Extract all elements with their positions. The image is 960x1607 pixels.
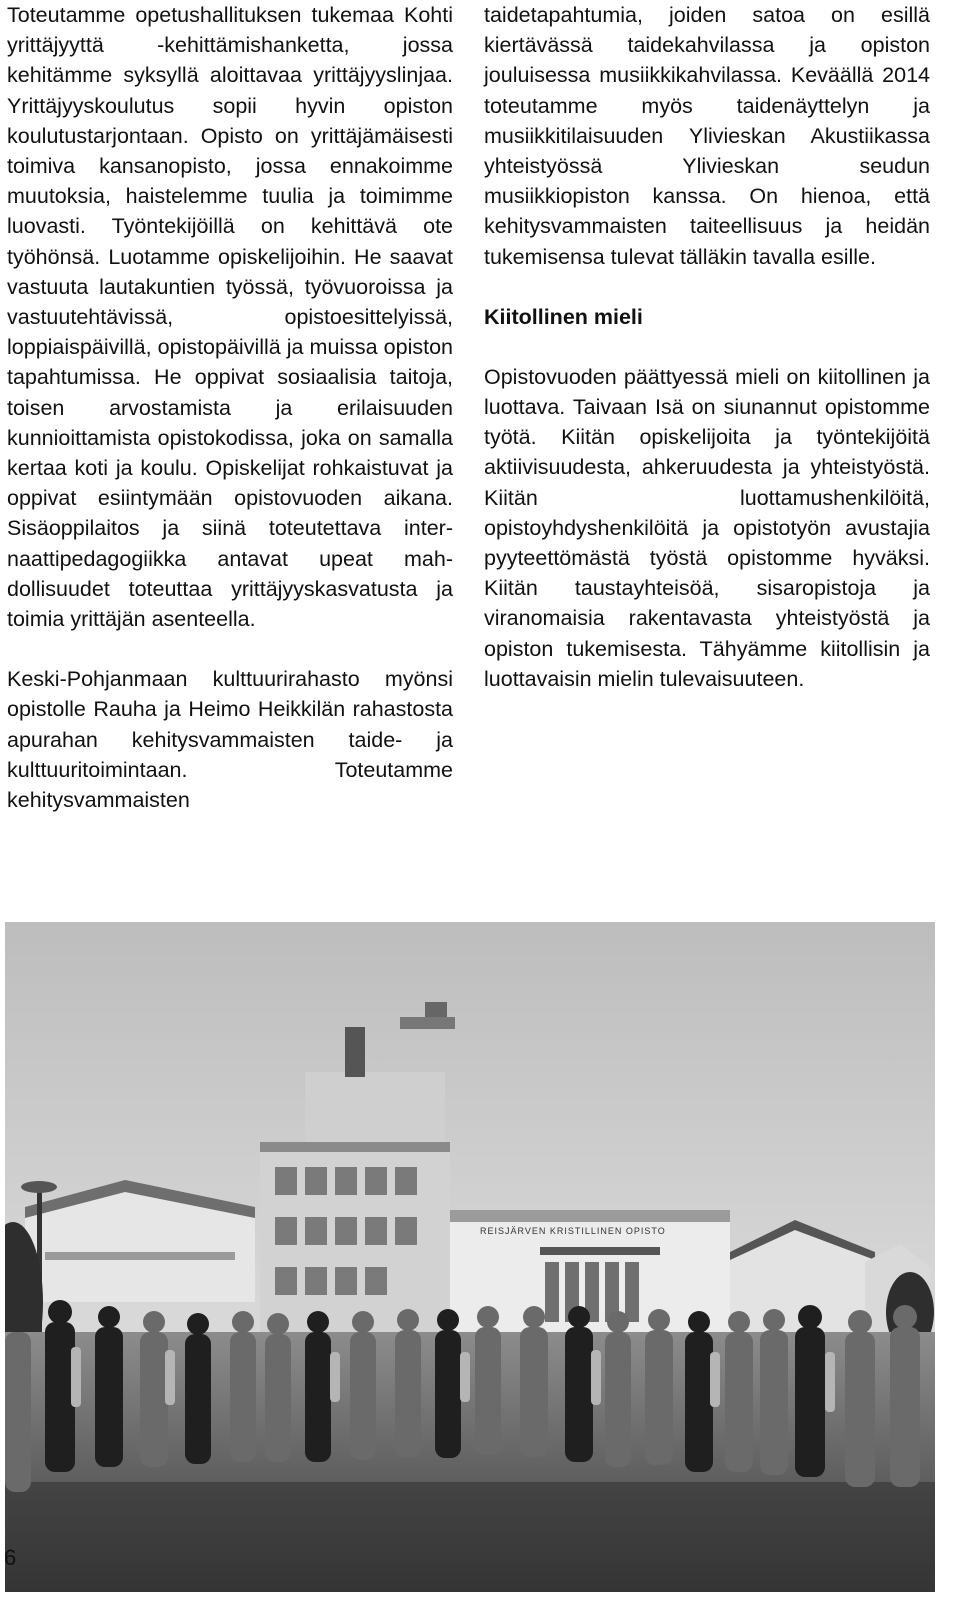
photo-illustration bbox=[5, 922, 935, 1592]
right-paragraph-2: Opistovuoden päättyessä mieli on kiitollinen ja luottava. Taivaan Isä on siunannut opistomme työtä. Kiitän opiskelijoita ja työntekijöitä aktiivisuudesta, ahkeruudesta ja yhteistyöstä. Kiitän luottamushenkilöitä, opistoyhdyshenkilöitä ja opistotyön avustajia pyyteettömästä työstä opistomme hyväksi. Kiitän taustayhteisöä, sisaropistoja ja viranomaisia rakentavasta yhteistyöstä ja opiston tukemisesta. Tähyämme kiitollisin ja luottavaisin mielin tulevaisuuteen. bbox=[484, 364, 930, 691]
left-column bbox=[7, 0, 453, 815]
left-paragraph-2: Keski-Pohjanmaan kulttuurirahasto myönsi opistolle Rauha ja Heimo Heikkilän rahastosta apurahan kehitysvammaisten taide- ja kulttuuritoimintaan. Toteutamme kehitysvammaisten bbox=[7, 667, 453, 813]
section-heading: Kiitollinen mieli bbox=[484, 304, 643, 329]
school-group-photo bbox=[5, 922, 935, 1592]
right-paragraph-1: taidetapahtumia, joiden satoa on esillä kiertävässä taidekahvilassa ja opiston jouluisessa musiikkikahvilassa. Keväällä 2014 toteutamme myös taidenäyttelyn ja musiikkitilaisuuden Ylivieskan Akustiikassa yhteistyössä Ylivieskan seudun musiikkiopiston kanssa. On hienoa, että kehitysvammaisten taiteellisuus ja heidän tukemisensa tulevat tälläkin tavalla esille. bbox=[484, 3, 930, 269]
building-sign: REISJÄRVEN KRISTILLINEN OPISTO bbox=[480, 1226, 666, 1236]
left-paragraph-1: Toteutamme opetushallituksen tukemaa Kohti yrittäjyyttä -kehittämishanketta, jossa kehitämme syksyllä aloittavaa yrittäjyyslinjaa. Yrittäjyyskoulutus sopii hyvin opiston koulutustarjontaan. Opisto on yrittäjämäisesti toimiva kansanopisto, jossa ennakoimme muutoksia, haistelemme tuulia ja toimimme luovasti. Työntekijöillä on kehittävä ote työhönsä. Luotamme opiskelijoihin. He saavat vastuuta lautakuntien työssä, työvuoroissa ja vastuutehtävissä, opistoesittelyissä, loppiaispäivillä, opistopäivillä ja muissa opiston tapahtumissa. He oppivat sosiaalisia taitoja, toisen arvostamista ja erilaisuuden kunnioittamista opistokodissa, joka on samalla kertaa koti ja koulu. Opiskelijat rohkaistuvat ja oppivat esiintymään opistovuoden aikana. Sisäoppilaitos ja siinä toteutettava internaattipedagogiikka antavat upeat mahdollisuudet toteuttaa yrittäjyyskasvatusta ja toimia yrittäjän asenteella. bbox=[7, 3, 453, 632]
page-number: 6 bbox=[4, 1545, 17, 1570]
right-column bbox=[484, 0, 930, 694]
